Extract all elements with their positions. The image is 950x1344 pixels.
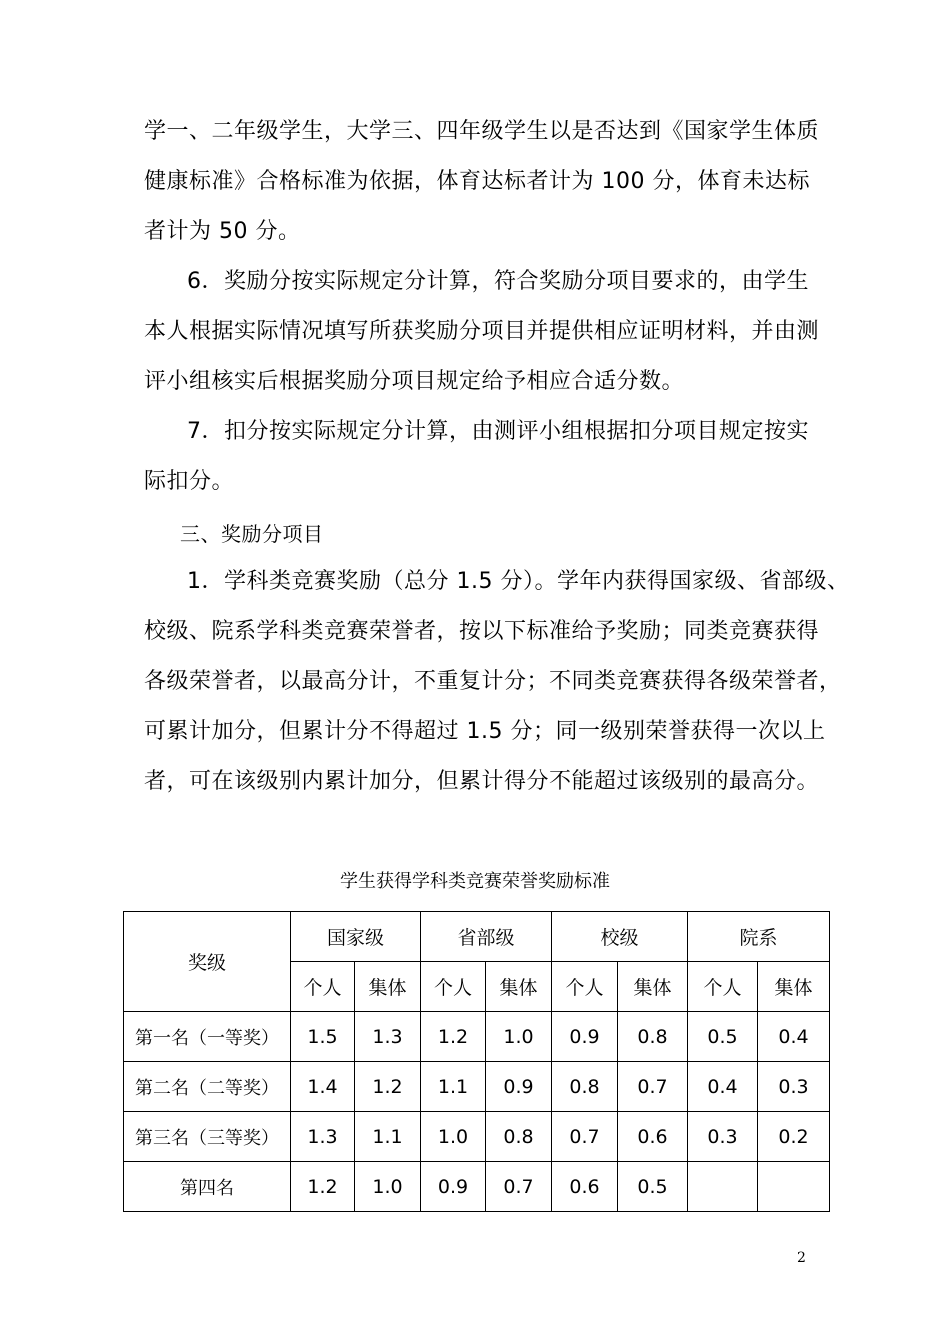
subheader-individual: 个人: [421, 962, 486, 1012]
row-label: 第四名: [124, 1162, 291, 1212]
table-cell: 0.7: [552, 1112, 618, 1162]
paragraph-line: 健康标准》合格标准为依据，体育达标者计为 100 分，体育未达标: [144, 169, 810, 194]
paragraph-line: 1．学科类竞赛奖励（总分 1.5 分）。学年内获得国家级、省部级、: [187, 569, 850, 594]
paragraph-line: 6．奖励分按实际规定分计算，符合奖励分项目要求的，由学生: [187, 269, 809, 294]
table-cell: 0.8: [552, 1062, 618, 1112]
paragraph-line: 评小组核实后根据奖励分项目规定给予相应合适分数。: [144, 369, 685, 394]
award-standard-table: [123, 911, 830, 1212]
paragraph-line: 7．扣分按实际规定分计算，由测评小组根据扣分项目规定按实: [187, 419, 809, 444]
table-cell: 1.3: [291, 1112, 355, 1162]
paragraph-line: 各级荣誉者，以最高分计，不重复计分；不同类竞赛获得各级荣誉者，: [144, 669, 842, 694]
row-label: 第三名（三等奖）: [124, 1112, 291, 1162]
table-cell: [758, 1162, 830, 1212]
paragraph-line: 本人根据实际情况填写所获奖励分项目并提供相应证明材料，并由测: [144, 319, 820, 344]
page-number: 2: [797, 1250, 806, 1266]
table-cell: 0.2: [758, 1112, 830, 1162]
row-label: 第一名（一等奖）: [124, 1012, 291, 1062]
table-cell: 0.9: [486, 1062, 552, 1112]
corner-header: 奖级: [124, 912, 291, 1012]
subheader-individual: 个人: [688, 962, 758, 1012]
level-header-provincial: 省部级: [421, 912, 552, 962]
table-cell: 1.0: [486, 1012, 552, 1062]
table-header-row: [124, 912, 830, 962]
table-cell: 1.1: [355, 1112, 421, 1162]
table-cell: 0.7: [486, 1162, 552, 1212]
paragraph-line: 校级、院系学科类竞赛荣誉者，按以下标准给予奖励；同类竞赛获得: [144, 619, 820, 644]
table-cell: 0.8: [486, 1112, 552, 1162]
table-cell: 1.4: [291, 1062, 355, 1112]
subheader-group: 集体: [486, 962, 552, 1012]
table-cell: 1.0: [355, 1162, 421, 1212]
paragraph-line: 者计为 50 分。: [144, 219, 301, 244]
subheader-group: 集体: [758, 962, 830, 1012]
table-cell: 0.7: [618, 1062, 688, 1112]
table-cell: 1.3: [355, 1012, 421, 1062]
subheader-individual: 个人: [291, 962, 355, 1012]
table-cell: 0.4: [758, 1012, 830, 1062]
section-heading: 三、奖励分项目: [180, 522, 324, 546]
subheader-group: 集体: [618, 962, 688, 1012]
table-row: [124, 1112, 830, 1162]
table-row: [124, 1162, 830, 1212]
table-row: [124, 1012, 830, 1062]
table-cell: 0.3: [758, 1062, 830, 1112]
paragraph-line: 可累计加分，但累计分不得超过 1.5 分；同一级别荣誉获得一次以上: [144, 719, 826, 744]
table-cell: 0.8: [618, 1012, 688, 1062]
table-cell: 1.2: [355, 1062, 421, 1112]
level-header-department: 院系: [688, 912, 830, 962]
table-cell: 0.9: [552, 1012, 618, 1062]
table-cell: 1.1: [421, 1062, 486, 1112]
table-cell: 0.3: [688, 1112, 758, 1162]
table-cell: 0.5: [688, 1012, 758, 1062]
paragraph-line: 学一、二年级学生，大学三、四年级学生以是否达到《国家学生体质: [144, 119, 820, 144]
table-cell: 1.5: [291, 1012, 355, 1062]
table-cell: 1.2: [291, 1162, 355, 1212]
table-cell: 1.2: [421, 1012, 486, 1062]
level-header-national: 国家级: [291, 912, 421, 962]
paragraph-line: 者，可在该级别内累计加分，但累计得分不能超过该级别的最高分。: [144, 769, 820, 794]
table-cell: [688, 1162, 758, 1212]
paragraph-line: 际扣分。: [144, 469, 235, 494]
row-label: 第二名（二等奖）: [124, 1062, 291, 1112]
table-cell: 0.5: [618, 1162, 688, 1212]
table-cell: 1.0: [421, 1112, 486, 1162]
level-header-school: 校级: [552, 912, 688, 962]
table-cell: 0.6: [552, 1162, 618, 1212]
table-cell: 0.4: [688, 1062, 758, 1112]
subheader-individual: 个人: [552, 962, 618, 1012]
table-cell: 0.9: [421, 1162, 486, 1212]
table-cell: 0.6: [618, 1112, 688, 1162]
subheader-group: 集体: [355, 962, 421, 1012]
table-caption: 学生获得学科类竞赛荣誉奖励标准: [340, 871, 610, 892]
table-row: [124, 1062, 830, 1112]
